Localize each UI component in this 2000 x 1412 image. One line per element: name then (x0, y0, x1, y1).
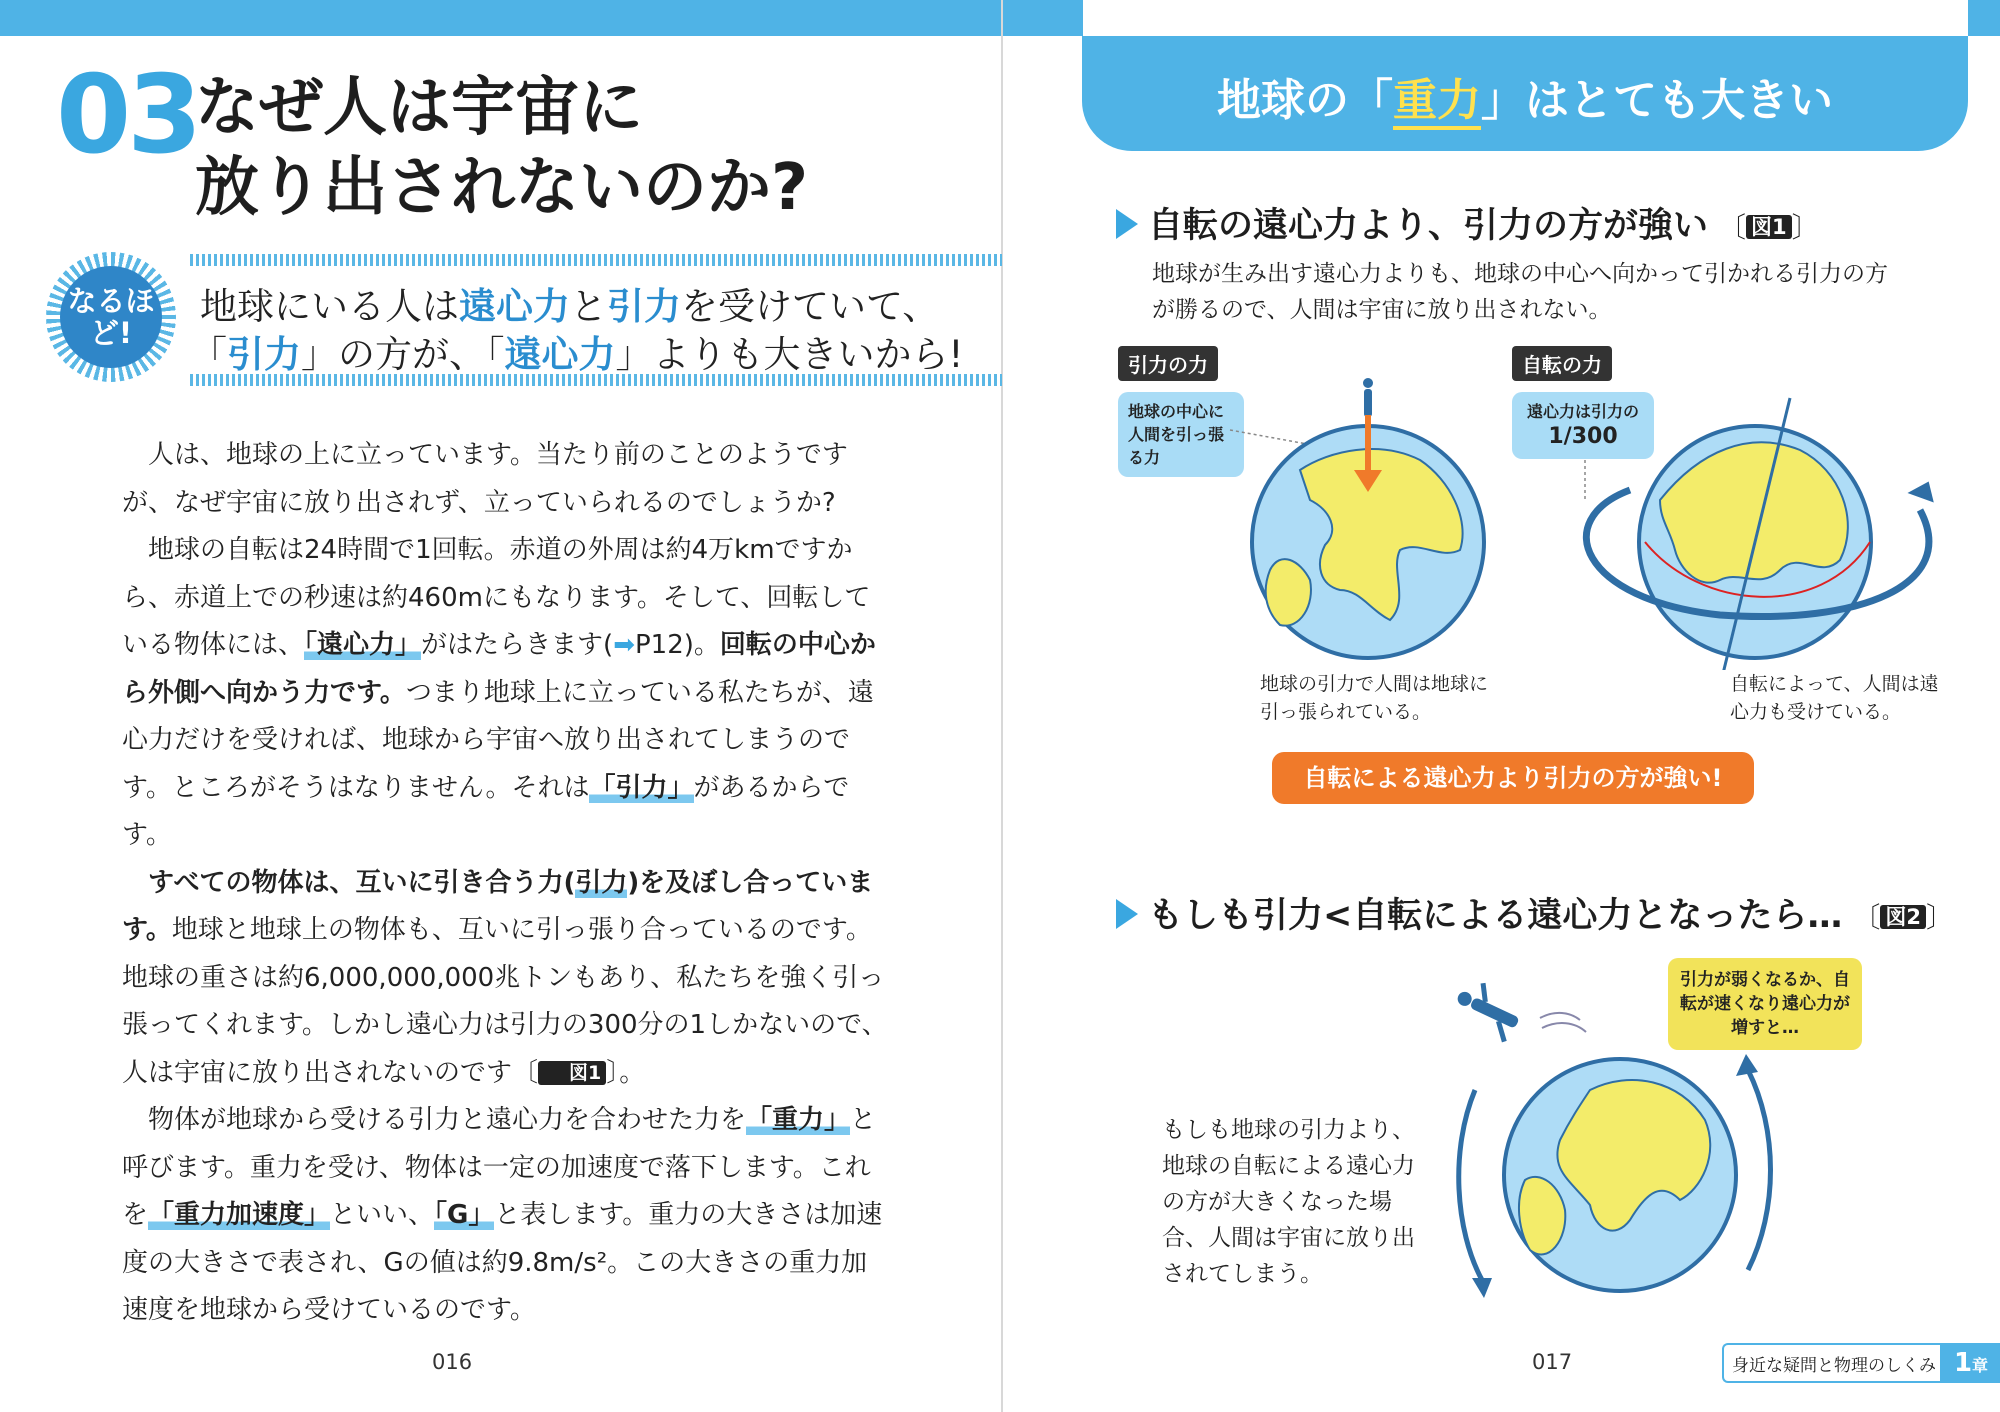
callout-warning: 引力が弱くなるか、自転が速くなり遠心力が増すと… (1668, 958, 1862, 1050)
page-title-line1: なぜ人は宇宙に (195, 71, 643, 145)
keyword-g: 「G」 (434, 1200, 495, 1230)
person-head (1363, 378, 1373, 388)
page-number-right: 017 (1532, 1350, 1573, 1374)
label-gravity: 引力の力 (1118, 346, 1218, 381)
paragraph-2 (122, 527, 892, 860)
chapter-footer-tab (1722, 1343, 2000, 1383)
text: 物体が地球から受ける引力と遠心力を合わせた力を (148, 1105, 747, 1135)
paragraph-3 (122, 860, 892, 1098)
summary-keyword: 遠心力 (504, 333, 616, 376)
keyword-gravity: 「重力」 (746, 1105, 851, 1135)
bracket: 〕 (1925, 901, 1954, 934)
earth-rotation-globe (1586, 398, 1940, 670)
keyword-centrifugal: 「遠心力」 (304, 630, 422, 660)
callout-gravity: 地球の中心に人間を引っ張る力 (1118, 392, 1244, 477)
text: 〕。 (606, 1057, 646, 1088)
text: と表します。重力の大きさは加速度の大きさで表され、Gの値は約9.8m/s²。この大きさの重力加速度を地球から受けているのです。 (122, 1200, 883, 1325)
section1-heading (1116, 198, 1820, 248)
rotation-arrow-head (1736, 1054, 1758, 1076)
bold-text: )を及ぼし合っています。 (122, 867, 874, 945)
bold-text: 回転の中心から外側へ向かう力です。 (122, 630, 876, 708)
summary-text: を受けていて、 (681, 285, 940, 328)
figure2-caption: もしも地球の引力より、地球の自転による遠心力の方が大きくなった場合、人間は宇宙に放り出されてしまう。 (1162, 1117, 1415, 1287)
summary-keyword: 引力 (607, 285, 681, 328)
rotation-arrow-left (1459, 1090, 1482, 1280)
keyword-gravitation: 引力 (575, 867, 628, 898)
footer-section-title: 身近な疑問と物理のしくみ (1732, 1356, 1936, 1376)
page-reference: P12 (634, 630, 684, 660)
text: がはたらきます( (421, 630, 614, 660)
motion-line (1542, 1023, 1586, 1032)
conclusion-banner: 自転による遠心力より引力の方が強い! (1272, 752, 1754, 804)
page-title-line2: 放り出されないのか? (195, 151, 809, 225)
paragraph-4 (122, 1097, 892, 1335)
top-bar-right (1003, 0, 2000, 36)
earth-gravity-globe (1252, 378, 1484, 658)
triangle-bullet-icon (1116, 209, 1138, 239)
naruhodo-badge (46, 252, 176, 382)
callout-ratio-value: 1/300 (1548, 424, 1618, 449)
header-text: 」はとても大きい (1481, 75, 1833, 126)
header-text: 地球の「 (1217, 75, 1393, 126)
flying-person-icon (1449, 980, 1527, 1043)
figure-tag: 図1 (1746, 215, 1792, 239)
summary-line2 (190, 324, 963, 378)
section2-heading (1116, 888, 1954, 938)
text: 地球と地球上の物体も、互いに引っ張り合っているのです。地球の重さは約6,000,000,000兆トンもあり、私たちを強く引っ張ってくれます。しかし遠心力は引力の300分の1しかないので、人は宇宙に放り出されないのです〔 (122, 915, 888, 1088)
top-bar-left (0, 0, 1001, 36)
text: 地球の自転は24時間で1回転。赤道の外周は約4万kmですから、赤道上での秒速は約460mにもなります。そして、回転している物体には、 (122, 535, 871, 660)
bracket: 〔 (1718, 211, 1747, 244)
keyword-gravitation: 「引力」 (589, 772, 694, 803)
header-title (1082, 64, 1968, 128)
section1-heading-text: 自転の遠心力より、引力の方が強い (1148, 206, 1709, 246)
naruhodo-label: なるほど! (60, 266, 162, 368)
figure-tag: 図1 (538, 1061, 606, 1085)
text: と呼びます。重力を受け、物体は一定の加速度で落下します。これを (122, 1105, 877, 1230)
figure1-illustration (1100, 370, 1960, 670)
summary-band (40, 250, 1002, 390)
person-body (1364, 389, 1372, 417)
page-number-left: 016 (432, 1350, 473, 1374)
summary-keyword: 引力 (227, 333, 301, 376)
section1-description: 地球が生み出す遠心力よりも、地球の中心へ向かって引かれる引力の方が勝るので、人間は宇宙に放り出されない。 (1152, 261, 1888, 323)
summary-text: 」の方が、「 (301, 333, 505, 376)
rotation-arrow-head (1907, 476, 1939, 502)
bracket: 〕 (1791, 211, 1820, 244)
bracket: 〔 (1852, 901, 1881, 934)
summary-text: と (570, 285, 607, 328)
chapter-badge-suffix: 章 (1972, 1356, 1989, 1375)
caption-rotation: 自転によって、人間は遠心力も受けている。 (1730, 673, 1939, 723)
summary-text: 「 (190, 333, 227, 376)
summary-text: 」よりも大きいから! (615, 333, 964, 376)
figure-tag: 図2 (1880, 905, 1926, 929)
chapter-number: 03 (56, 53, 199, 178)
text: つまり地球上に立っている私たちが、遠心力だけを受ければ、地球から宇宙へ放り出されてしまうのです。ところがそうはなりません。それは (122, 677, 874, 803)
globe-land (1266, 559, 1311, 626)
summary-text: 地球にいる人は (200, 285, 459, 328)
hatch-top (190, 254, 1002, 266)
chapter-badge (1940, 1343, 2000, 1383)
bold-text: すべての物体は、互いに引き合う力( (148, 867, 576, 898)
rotation-arrow-head (1472, 1278, 1492, 1298)
label-rotation: 自転の力 (1512, 346, 1612, 381)
paragraph-1: 人は、地球の上に立っています。当たり前のことのようですが、なぜ宇宙に放り出されず、立っていられるのでしょうか? (122, 440, 848, 518)
triangle-bullet-icon (1116, 899, 1138, 929)
text: があるからです。 (122, 772, 850, 850)
body-text (122, 432, 892, 1335)
figure2-illustration (1430, 980, 1780, 1310)
summary-keyword: 遠心力 (459, 285, 570, 328)
header-highlight: 重力 (1393, 75, 1481, 130)
text: といい、 (330, 1200, 435, 1230)
arrow-right-icon: ➡ (613, 630, 635, 660)
chapter-badge-number: 1 (1953, 1348, 1973, 1378)
caption-gravity: 地球の引力で人間は地球に引っ張られている。 (1260, 673, 1489, 723)
text: )。 (683, 630, 720, 660)
section2-heading-text: もしも引力<自転による遠心力となったら… (1148, 896, 1843, 936)
callout-ratio-text: 遠心力は引力の (1526, 402, 1639, 421)
rotation-arrow-right (1748, 1070, 1771, 1270)
motion-line (1540, 1013, 1580, 1020)
keyword-gravitational-acceleration: 「重力加速度」 (148, 1200, 331, 1230)
page-gutter (1001, 0, 1003, 1412)
summary-line1 (200, 276, 939, 330)
